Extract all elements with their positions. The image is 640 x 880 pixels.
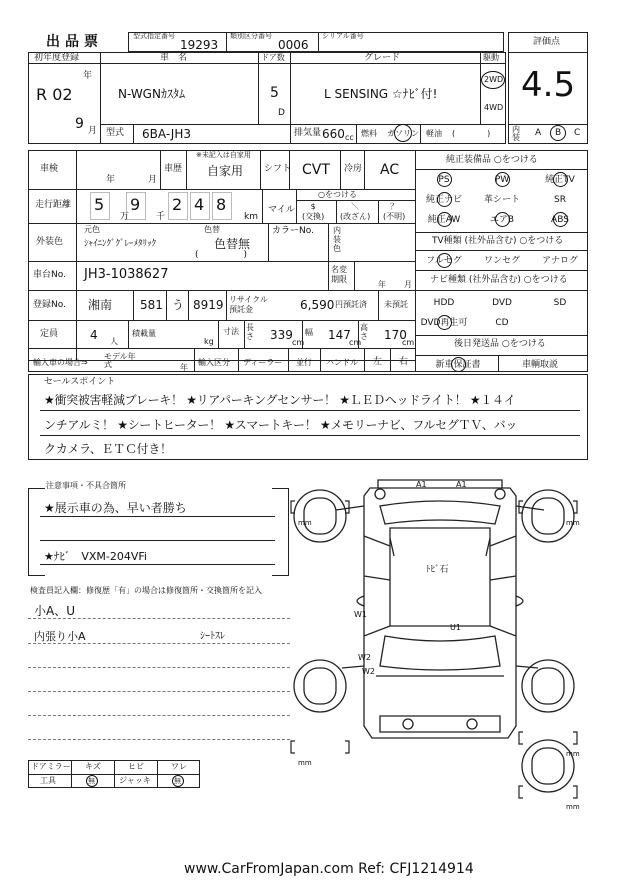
drive-2wd: 2WD <box>484 75 504 84</box>
tool-mark: 無 <box>88 777 95 785</box>
selected-circle <box>437 192 452 207</box>
missing-header-mirror: ドアミラー <box>31 762 71 771</box>
inner-color-label: 内装色 <box>333 226 341 253</box>
sales-label: セールスポイント <box>44 377 116 387</box>
form-title: 出品票 <box>46 34 103 50</box>
damage-a1-left: A1 <box>416 480 427 489</box>
tire-rear-left <box>294 660 346 712</box>
usage-note: ※未記入は自家用 <box>196 151 251 159</box>
mileage-exchange: $ (交換) <box>302 202 325 221</box>
jack-label: ジャッキ <box>119 776 151 785</box>
mileage-digit: 5 <box>94 195 105 214</box>
damage-tobi-ishi: ﾄﾋﾞ石 <box>426 565 449 575</box>
load-label: 積載量 <box>132 329 156 338</box>
first-reg-label: 初年度登録 <box>34 53 80 63</box>
car-damage-diagram <box>290 476 590 816</box>
sales-line-1: ★衝突被害軽減ブレーキ！ ★リアパーキングセンサー！ ★ＬＥＤヘッドライト！ ★１４イ <box>44 393 516 407</box>
length-cm: cm <box>292 338 305 347</box>
interior-label: 内装 <box>512 125 520 142</box>
equip-row1-item: PS <box>438 175 450 185</box>
selected-circle <box>437 172 452 187</box>
sales-line-2: ンチアルミ！ ★シートヒーター！ ★スマートキー！ ★メモリーナビ、フルセグＴＶ、バッ <box>44 418 518 432</box>
reg-number: 8919 <box>193 298 224 312</box>
car-name-label: 車 名 <box>160 53 188 63</box>
inspection-year-unit: 年 <box>106 175 116 185</box>
fuel-light: 軽油 <box>426 129 442 138</box>
drive-2wd-circle <box>481 71 505 89</box>
equip-row3-item: 純正AW <box>427 215 461 225</box>
model-type: 6BA-JH3 <box>142 127 192 141</box>
grade-label: グレード <box>364 53 401 63</box>
door-label: ドア数 <box>261 53 285 62</box>
color-change: 色替無 <box>214 237 251 251</box>
aircon-value: AC <box>380 162 400 178</box>
fuel-gasoline: ガソリン <box>387 129 419 138</box>
mileage-circle-note: ○をつける <box>318 190 357 199</box>
shift-value: CVT <box>302 162 330 178</box>
mm-front-left: mm <box>298 519 312 527</box>
original-color: ｼｬｲﾆﾝｸﾞｸﾞﾚｰﾒﾀﾘｯｸ <box>84 239 157 249</box>
shift-label: シフト <box>264 164 292 174</box>
sales-line-3: クカメラ、ＥＴＣ付き！ <box>44 442 172 456</box>
inspection-month-unit: 月 <box>148 175 158 185</box>
tv-item: ワンセグ <box>483 256 520 266</box>
mileage-digit: 8 <box>216 195 227 214</box>
aircon-label: 冷房 <box>344 164 363 174</box>
km-unit: km <box>244 212 258 222</box>
model-type-label: 型式 <box>106 128 125 138</box>
name-change-month: 月 <box>404 280 412 289</box>
load-kg: kg <box>204 337 214 346</box>
equip-row1-item: PW <box>494 175 510 185</box>
color-paren: ( ) <box>195 250 248 260</box>
grade-value: L SENSING ☆ﾅﾋﾞ付! <box>324 87 438 101</box>
tv-item: アナログ <box>541 256 578 266</box>
selected-circle <box>437 253 452 268</box>
handle-left: 左 <box>373 357 383 367</box>
recycle-unit: 円預託済 <box>335 300 367 309</box>
navi-row1-item: SD <box>553 298 567 308</box>
width-label: 幅 <box>305 328 313 337</box>
door-type: D <box>278 108 285 118</box>
damage-u1: U1 <box>450 623 461 632</box>
color-no-label: カラーNo. <box>272 226 314 236</box>
equip-row1-item: 純正TV <box>545 175 575 185</box>
length-label: 長さ <box>246 323 254 341</box>
inspector-line-2b: ｼｰﾄｽﾚ <box>200 631 225 642</box>
tool-label: 工具 <box>40 776 56 785</box>
mileage-digit: 4 <box>194 195 205 214</box>
damage-w2-a: W2 <box>358 653 371 662</box>
width-cm: cm <box>349 338 362 347</box>
selected-circle <box>495 172 510 187</box>
drive-label: 駆動 <box>483 53 499 62</box>
equip-row3-item: ABS <box>551 215 569 225</box>
equip-row2-item: SR <box>554 195 566 205</box>
import-class-label: 輸入区分 <box>198 358 230 367</box>
person-unit: 人 <box>110 337 118 346</box>
reg-label: 登録No. <box>33 300 66 310</box>
recycle-none: 未預託 <box>384 300 408 309</box>
capacity-label: 定員 <box>40 329 59 339</box>
grade-score-label: 評価点 <box>533 37 561 47</box>
handle-label: ハンドル <box>326 358 358 367</box>
class-label: 類別区分番号 <box>230 32 272 40</box>
month-kanji: 月 <box>88 126 98 136</box>
auction-score: 4.5 <box>521 65 576 105</box>
selected-circle <box>437 315 452 330</box>
length-value: 339 <box>270 328 293 342</box>
selected-circle <box>495 212 510 227</box>
usage-value: 自家用 <box>207 164 244 178</box>
mileage-label: 走行距離 <box>35 200 72 210</box>
mileage-unknown: ？ (不明) <box>383 202 406 221</box>
model-cert-label: 型式指定番号 <box>133 32 175 40</box>
equip-row2-item: 純正ナビ <box>425 195 462 205</box>
reg-area: 湘南 <box>88 298 113 312</box>
model-year-label: モデル年式 <box>104 352 136 369</box>
selected-circle <box>451 357 466 372</box>
first-reg-year: R 02 <box>36 85 73 104</box>
footer-watermark: www.CarFromJapan.com Ref: CFJ1214914 <box>184 861 474 877</box>
parallel-option: 並行 <box>296 358 312 367</box>
door-count: 5 <box>270 85 279 101</box>
recycle-amount: 6,590 <box>300 298 335 312</box>
notes-line-1: ★展示車の為、早い者勝ち <box>44 501 187 515</box>
selected-circle <box>553 172 568 187</box>
missing-header-kizu: キズ <box>85 762 101 771</box>
later-item-manual: 車輌取説 <box>521 360 558 370</box>
navi-title: ナビ種類 (社外品含む) ○をつける <box>430 275 568 285</box>
notes-line-2: ★ﾅﾋﾞ VXM-204VFi <box>44 550 147 563</box>
chassis-label: 車台No. <box>33 270 66 280</box>
inspector-line-2a: 内張り小A <box>34 630 86 643</box>
jack-mark: 無 <box>174 777 181 785</box>
mile-label: マイル <box>268 205 295 215</box>
spare-tire <box>522 740 574 792</box>
model-year-unit: 年 <box>180 363 188 372</box>
displacement: 660 <box>322 127 345 141</box>
tv-item: フルセグ <box>426 256 462 266</box>
dealer-option: ディーラー <box>243 358 283 367</box>
fuel-gasoline-circle <box>394 124 412 142</box>
mm-rear-right: mm <box>566 750 580 758</box>
missing-header-hibi: ヒビ <box>128 762 144 771</box>
height-cm: cm <box>402 338 415 347</box>
dims-label: 寸法 <box>223 327 239 336</box>
navi-row1-item: DVD <box>492 298 512 308</box>
navi-row1-item: HDD <box>433 298 455 308</box>
damage-w2-b: W2 <box>362 667 375 676</box>
import-label: 輸入車の場合⇒ <box>33 358 88 367</box>
damage-a1-right: A1 <box>456 480 467 489</box>
later-item-warranty: 新車保証書 <box>435 360 481 370</box>
damage-w1: W1 <box>354 610 367 619</box>
class-no: 0006 <box>278 38 309 52</box>
tv-title: TV種類 (社外品含む) ○をつける <box>432 236 564 246</box>
car-name: N-WGNｶｽﾀﾑ <box>118 87 185 101</box>
capacity-value: 4 <box>90 328 98 342</box>
name-change-year: 年 <box>378 280 386 289</box>
sen-unit: 千 <box>156 212 166 222</box>
handle-right: 右 <box>399 357 409 367</box>
mm-spare: mm <box>566 803 580 811</box>
selected-circle <box>553 212 568 227</box>
height-value: 170 <box>384 328 407 342</box>
tire-front-left <box>294 490 346 542</box>
reg-class: 581 <box>140 298 163 312</box>
model-cert-no: 19293 <box>180 38 219 52</box>
interior-c: C <box>574 128 581 138</box>
reg-kana: う <box>172 298 185 312</box>
year-kanji: 年 <box>83 71 93 81</box>
mileage-digit: 9 <box>130 195 141 214</box>
mileage-digit: 2 <box>172 195 183 214</box>
chassis-no: JH3-1038627 <box>84 267 169 282</box>
fuel-label: 燃料 <box>361 129 377 138</box>
equip-row3-item: エアB <box>489 215 515 225</box>
inspection-label: 車検 <box>40 164 59 174</box>
usage-label: 車歴 <box>164 164 183 174</box>
navi-row2-item: DVD再生可 <box>420 318 468 328</box>
missing-header-ware: ワレ <box>171 762 187 771</box>
fuel-other: ( ) <box>452 129 491 138</box>
man-unit: 万 <box>120 212 130 222</box>
notes-label: 注意事項・不具合箇所 <box>46 481 126 490</box>
name-change-label: 名変期限 <box>331 265 347 284</box>
first-reg-month: 9 <box>75 116 84 132</box>
navi-row2-item: CD <box>495 318 509 328</box>
drive-4wd: 4WD <box>484 103 504 112</box>
mm-rear-left: mm <box>298 759 312 767</box>
serial-label: シリアル番号 <box>322 32 364 40</box>
interior-b-circle <box>550 125 566 141</box>
interior-a: A <box>535 128 542 138</box>
height-label: 高さ <box>360 323 368 341</box>
genuine-title: 純正装備品 ○をつける <box>446 155 538 165</box>
original-color-label: 元色 <box>84 225 100 234</box>
later-title: 後日発送品 ○をつける <box>454 339 546 349</box>
inspector-label: 検査員記入欄：修復歴「有」の場合は修復箇所・交換箇所を記入 <box>30 586 262 595</box>
inspector-line-1: 小A、U <box>34 604 75 618</box>
displacement-label: 排気量 <box>294 128 322 138</box>
color-change-label: 色替 <box>204 225 220 234</box>
mm-front-right: mm <box>566 519 580 527</box>
cc-unit: cc <box>345 133 354 142</box>
exterior-color-label: 外装色 <box>36 237 64 247</box>
recycle-label: リサイクル 預託金 <box>229 295 268 314</box>
interior-b: B <box>555 128 562 138</box>
equip-row2-item: 革シート <box>483 195 520 205</box>
width-value: 147 <box>328 328 351 342</box>
selected-circle <box>437 212 452 227</box>
mileage-tampered: ＼ (改ざん) <box>340 202 371 221</box>
tire-front-right <box>522 490 574 542</box>
